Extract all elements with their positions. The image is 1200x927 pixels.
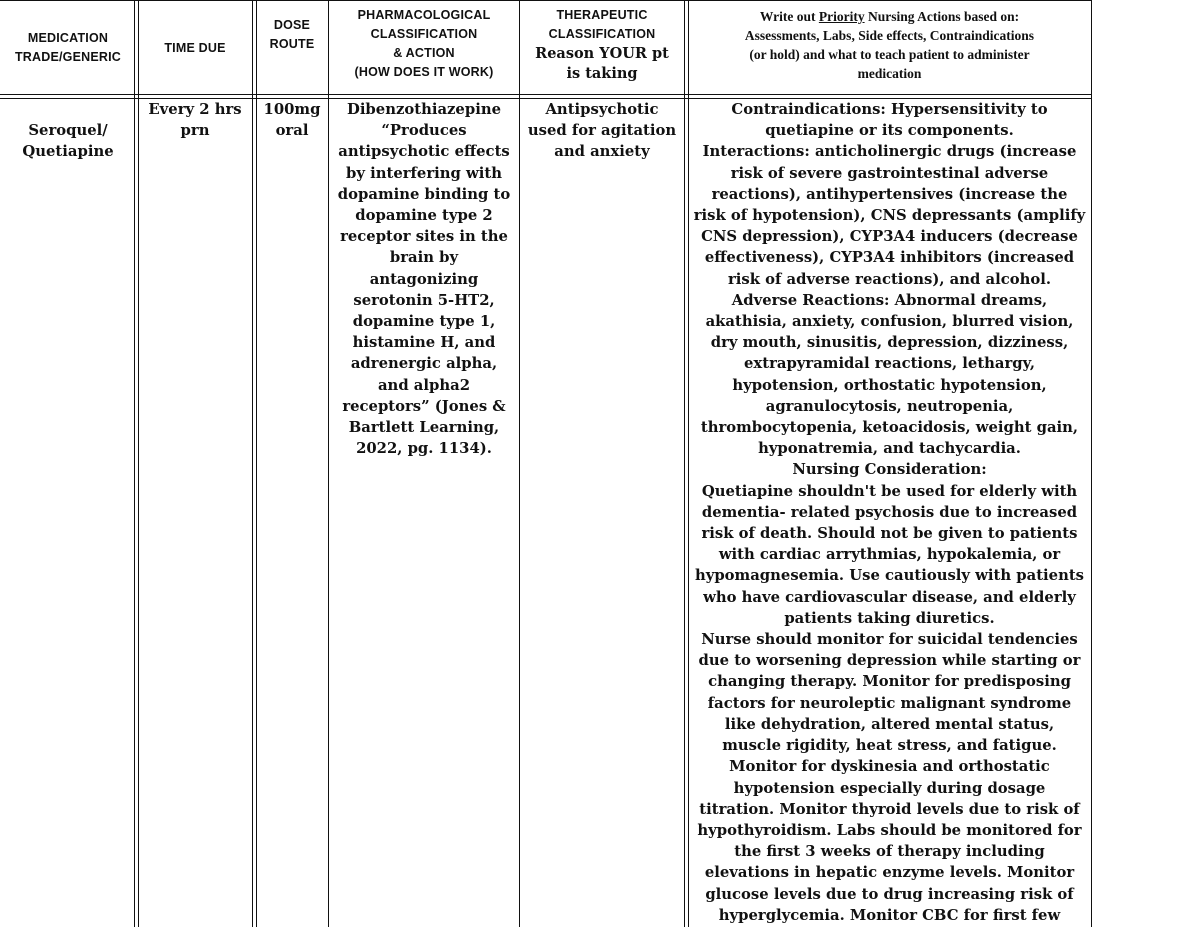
nursing-action-line: Interactions: anticholinergic drugs (increase: [702, 143, 1077, 161]
nursing-action-line: Quetiapine shouldn't be used for elderly with: [701, 482, 1078, 500]
nursing-action-line: elevations in hepatic enzyme levels. Monitor: [704, 864, 1075, 882]
header-medication-line: TRADE/GENERIC: [14, 50, 122, 64]
header-nursing-line: Assessments, Labs, Side effects, Contraindications: [744, 28, 1035, 43]
nursing-action-line: glucose levels due to drug increasing risk of: [705, 885, 1074, 903]
cell-medication: [0, 120, 136, 162]
nursing-action-line: Contraindications: Hypersensitivity to: [731, 101, 1048, 118]
pharm-action-line: adrenergic alpha,: [350, 355, 498, 373]
nursing-action-line: thrombocytopenia, ketoacidosis, weight gain,: [700, 419, 1079, 437]
header-therapeutic-line: is taking: [566, 65, 638, 82]
nursing-action-line: effectiveness), CYP3A4 inhibitors (increased: [704, 249, 1075, 267]
header-therapeutic-line: CLASSIFICATION: [548, 27, 656, 41]
nursing-action-line: akathisia, anxiety, confusion, blurred vision,: [705, 313, 1074, 331]
medication-generic-name: Quetiapine: [22, 143, 114, 161]
cell-therapeutic: [520, 99, 684, 163]
cell-nursing-actions: [688, 99, 1091, 926]
pharm-action-line: receptor sites in the: [340, 228, 508, 246]
header-nursing-pre: Write out: [759, 9, 819, 24]
header-nursing-actions: [688, 7, 1091, 83]
header-pharmacological: [329, 6, 519, 82]
header-nursing-line: medication: [857, 66, 922, 81]
nursing-action-line: patients taking diuretics.: [784, 609, 995, 627]
table-top-border: [0, 0, 1092, 1]
nursing-action-line: extrapyramidal reactions, lethargy,: [744, 355, 1035, 373]
nursing-action-line: CNS depression), CYP3A4 inducers (decrease: [701, 228, 1078, 246]
pharm-action-line: antagonizing: [369, 270, 479, 288]
header-nursing-line: (or hold) and what to teach patient to administer: [749, 47, 1030, 62]
header-dose-route: [256, 16, 328, 54]
header-pharm-line: (HOW DOES IT WORK): [354, 65, 494, 79]
cell-pharmacological: [329, 99, 519, 459]
nursing-action-line: Nursing Consideration:: [792, 461, 987, 479]
pharm-action-line: dopamine type 2: [355, 207, 493, 225]
nursing-action-line: with cardiac arrythmias, hypokalemia, or: [718, 546, 1061, 564]
therapeutic-reason-line: used for agitation: [527, 122, 677, 140]
time-due-line: Every 2 hrs: [148, 101, 242, 118]
nursing-action-line: changing therapy. Monitor for predisposing: [708, 673, 1071, 691]
therapeutic-reason-line: Antipsychotic: [545, 101, 659, 118]
medication-trade-name: Seroquel/: [28, 122, 108, 139]
header-nursing-post: Nursing Actions based on:: [864, 9, 1020, 24]
pharm-action-line: Dibenzothiazepine: [346, 101, 501, 118]
nursing-action-line: risk of death. Should not be given to patients: [701, 525, 1078, 543]
nursing-action-line: who have cardiovascular disease, and elderly: [703, 588, 1076, 606]
nursing-action-line: risk of adverse reactions), and alcohol.: [727, 270, 1052, 288]
header-route-line: ROUTE: [269, 37, 315, 51]
table-right-border: [1091, 0, 1092, 927]
nursing-action-line: risk of severe gastrointestinal adverse: [730, 164, 1049, 182]
pharm-action-line: and alpha2: [377, 376, 471, 394]
header-pharm-line: PHARMACOLOGICAL: [357, 8, 491, 22]
pharm-action-line: 2022, pg. 1134).: [356, 440, 492, 458]
nursing-action-line: Nurse should monitor for suicidal tendencies: [701, 631, 1078, 649]
pharm-action-line: brain by: [389, 249, 459, 267]
pharm-action-line: dopamine binding to: [337, 185, 511, 203]
route-value: oral: [275, 122, 309, 140]
nursing-action-line: factors for neuroleptic malignant syndrome: [707, 694, 1072, 712]
header-medication-line: MEDICATION: [27, 31, 109, 45]
nursing-action-line: hyperglycemia. Monitor CBC for first few: [718, 906, 1061, 924]
pharm-action-line: by interfering with: [346, 164, 502, 182]
pharm-action-line: antipsychotic effects: [338, 143, 510, 161]
header-pharm-line: CLASSIFICATION: [370, 27, 478, 41]
nursing-action-line: hypothyroidism. Labs should be monitored for: [697, 821, 1082, 839]
header-nursing-line: [688, 7, 1091, 26]
header-time-due-text: TIME DUE: [164, 41, 226, 55]
nursing-action-line: hypotension especially during dosage: [733, 779, 1046, 797]
pharm-action-line: Bartlett Learning,: [348, 419, 500, 437]
header-therapeutic-line: Reason YOUR pt: [535, 45, 669, 62]
header-nursing-priority: Priority: [818, 9, 865, 24]
cell-time-due: [138, 99, 252, 141]
nursing-action-line: reactions), antihypertensives (increase the: [711, 185, 1068, 203]
nursing-action-line: muscle rigidity, heat stress, and fatigue.: [722, 737, 1057, 755]
header-therapeutic: [520, 6, 684, 84]
pharm-action-line: serotonin 5-HT2,: [353, 291, 495, 309]
nursing-action-line: the first 3 weeks of therapy including: [734, 843, 1045, 861]
pharm-action-line: histamine H, and: [352, 334, 496, 352]
header-pharm-line: & ACTION: [393, 46, 455, 60]
nursing-action-line: risk of hypotension), CNS depressants (amplify: [693, 207, 1086, 225]
header-therapeutic-line: THERAPEUTIC: [556, 8, 648, 22]
nursing-action-line: Monitor for dyskinesia and orthostatic: [729, 758, 1050, 776]
pharm-action-line: “Produces: [381, 122, 467, 140]
nursing-action-line: hypomagnesemia. Use cautiously with patients: [694, 567, 1085, 585]
header-time-due: [138, 39, 252, 58]
time-due-line: prn: [180, 122, 210, 140]
pharm-action-line: receptors” (Jones &: [342, 397, 506, 415]
pharm-action-line: dopamine type 1,: [352, 313, 496, 331]
dose-value: 100mg: [263, 101, 321, 118]
nursing-action-line: Adverse Reactions: Abnormal dreams,: [731, 291, 1048, 309]
therapeutic-reason-line: and anxiety: [554, 143, 650, 161]
nursing-action-line: agranulocytosis, neutropenia,: [765, 397, 1014, 415]
nursing-action-line: like dehydration, altered mental status,: [724, 715, 1055, 733]
header-medication: [0, 29, 136, 67]
cell-dose-route: [256, 99, 328, 141]
header-dose-line: DOSE: [273, 18, 311, 32]
nursing-action-line: due to worsening depression while starting or: [698, 652, 1081, 670]
nursing-action-line: hyponatremia, and tachycardia.: [758, 440, 1021, 458]
nursing-action-line: dementia- related psychosis due to increased: [701, 503, 1078, 521]
nursing-action-line: titration. Monitor thyroid levels due to risk of: [699, 800, 1080, 818]
nursing-action-line: dry mouth, sinusitis, depression, dizziness,: [710, 334, 1069, 352]
nursing-action-line: quetiapine or its components.: [765, 122, 1014, 140]
nursing-action-line: hypotension, orthostatic hypotension,: [732, 376, 1047, 394]
